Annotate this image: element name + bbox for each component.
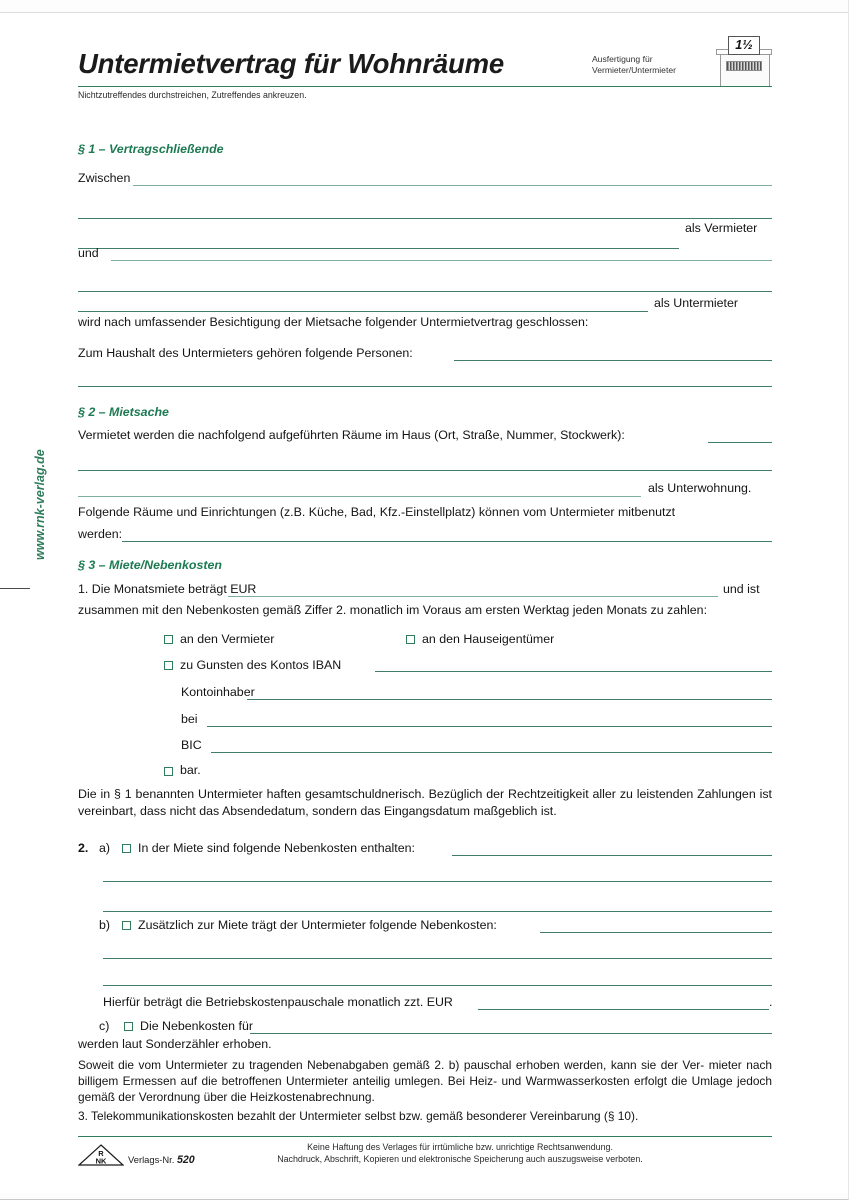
copy-recipient-label	[592, 54, 676, 76]
fold-mark	[0, 588, 30, 589]
label-bar: bar.	[180, 763, 201, 777]
werden-input-line[interactable]	[122, 541, 772, 542]
title-divider	[78, 86, 772, 87]
als-unterwohnung-label: als Unterwohnung.	[648, 481, 752, 495]
werden-label: werden:	[78, 527, 123, 541]
zwischen-input-line-2[interactable]	[78, 218, 772, 219]
zwischen-input-line-1[interactable]	[133, 185, 772, 186]
untermieter-input-line[interactable]	[78, 311, 648, 312]
zahlungsweise-text: zusammen mit den Nebenkosten gemäß Ziffer 2. monatlich im Voraus am ersten Werktag jeden Monats zu zahlen:	[78, 603, 708, 617]
label-zu-gunsten-des-kontos: zu Gunsten des Kontos IBAN	[180, 658, 342, 672]
sonderzaehler-text: werden laut Sonderzähler erhoben.	[78, 1037, 272, 1051]
publisher-website: www.rnk-verlag.de	[33, 449, 47, 560]
section-3-heading: § 3 – Miete/Nebenkosten	[78, 558, 222, 572]
checkbox-zu-gunsten-des-kontos[interactable]	[164, 661, 173, 670]
rnk-logo	[78, 1144, 124, 1166]
label-nebenkosten-fuer: Die Nebenkosten für	[140, 1019, 253, 1033]
umlage-text: Soweit die vom Untermieter zu tragenden Nebenabgaben gemäß 2. b) pauschal erhoben werden, kann sie der Ver- mieter nach billigem Ermessen auf die betroffenen Untermieter anteilig umlegen. Bei Heiz- und Warmwasserkosten erfolgt die Umlage jedoch gemäß der Verordnung über die Heizkostenabrechnung.	[78, 1058, 772, 1104]
svg-text:R: R	[98, 1149, 104, 1158]
vermieter-input-line[interactable]	[78, 248, 679, 249]
checkbox-miete-enthaltene-nebenkosten[interactable]	[122, 844, 131, 853]
item-3-text: 3. Telekommunikationskosten bezahlt der Untermieter selbst bzw. gemäß besonderer Vereinbarung (§ 10).	[78, 1109, 639, 1123]
item-2c-input-line[interactable]	[250, 1033, 772, 1034]
checkbox-nebenkosten-sonderzaehler[interactable]	[124, 1022, 133, 1031]
disclaimer-line-2: Nachdruck, Abschrift, Kopieren und elektronische Speicherung auch auszugsweise verboten.	[277, 1154, 643, 1164]
item-2-number: 2.	[78, 841, 89, 855]
item-2b-input-line-2[interactable]	[103, 958, 772, 959]
footer-disclaimer	[200, 1141, 720, 1165]
monatsmiete-suffix: und ist	[723, 582, 760, 596]
verlags-nummer-label: Verlags-Nr.	[128, 1154, 175, 1165]
label-miete-enthaltene-nebenkosten: In der Miete sind folgende Nebenkosten enthalten:	[138, 841, 415, 855]
betriebskostenpauschale-input-line[interactable]	[478, 1009, 769, 1010]
disclaimer-line-1: Keine Haftung des Verlages für irrtümliche bzw. unrichtige Rechtsanwendung.	[307, 1142, 613, 1152]
typewriter-keys-icon	[726, 61, 762, 71]
verlags-nummer	[128, 1154, 195, 1166]
checkbox-zusaetzlich-nebenkosten[interactable]	[122, 921, 131, 930]
vermietet-input-line-1[interactable]	[708, 442, 772, 443]
copy-recipient-line2: Vermieter/Untermieter	[591, 65, 676, 75]
item-2a-letter: a)	[99, 841, 111, 855]
iban-input-line[interactable]	[375, 671, 772, 672]
copy-recipient-line1: Ausfertigung für	[591, 54, 653, 64]
item-2a-input-line-3[interactable]	[103, 911, 772, 912]
item-2b-input-line-3[interactable]	[103, 985, 772, 986]
label-zusaetzlich-nebenkosten: Zusätzlich zur Miete trägt der Untermieter folgende Nebenkosten:	[138, 918, 497, 932]
document-header	[78, 40, 772, 92]
betriebskostenpauschale-suffix: .	[769, 995, 773, 1009]
item-2b-input-line-1[interactable]	[540, 932, 772, 933]
checkbox-bar[interactable]	[164, 767, 173, 776]
als-vermieter-label: als Vermieter	[685, 221, 758, 235]
vermietet-label: Vermietet werden die nachfolgend aufgeführten Räume im Haus (Ort, Straße, Nummer, Stockwerk):	[78, 428, 625, 442]
section-2-heading: § 2 – Mietsache	[78, 405, 169, 419]
page-title: Untermietvertrag für Wohnräume	[78, 48, 504, 79]
item-2a-input-line-2[interactable]	[103, 881, 772, 882]
haushalt-input-line-2[interactable]	[78, 386, 772, 387]
copy-count-badge: 1½	[728, 36, 760, 55]
haushalt-input-line-1[interactable]	[454, 360, 772, 361]
und-label: und	[78, 246, 99, 260]
betriebskostenpauschale-label: Hierfür beträgt die Betriebskostenpauschale monatlich zzt. EUR	[103, 995, 453, 1009]
checkbox-an-den-hauseigentuemer[interactable]	[406, 635, 415, 644]
besichtigung-text: wird nach umfassender Besichtigung der Mietsache folgender Untermietvertrag geschlossen:	[78, 315, 589, 329]
bei-label: bei	[181, 712, 198, 726]
form-instructions: Nichtzutreffendes durchstreichen, Zutreffendes ankreuzen.	[78, 90, 307, 100]
zwischen-label: Zwischen	[78, 171, 131, 185]
svg-text:NK: NK	[95, 1156, 107, 1166]
haftung-text: Die in § 1 benannten Untermieter haften gesamtschuldnerisch. Bezüglich der Rechtzeitigkeit aller zu leistenden Zahlungen ist vereinbart, dass nicht das Absendedatum, sondern das Eingangsdatum maßgeblich ist.	[78, 787, 772, 818]
kontoinhaber-input-line[interactable]	[247, 699, 772, 700]
item-2c-letter: c)	[99, 1019, 110, 1033]
footer-divider	[78, 1136, 772, 1137]
kontoinhaber-label: Kontoinhaber	[181, 685, 255, 699]
bic-label: BIC	[181, 738, 202, 752]
vermietet-input-line-2[interactable]	[78, 470, 772, 471]
monatsmiete-label: 1. Die Monatsmiete beträgt EUR	[78, 582, 257, 596]
label-an-den-vermieter: an den Vermieter	[180, 632, 275, 646]
typewriter-icon	[716, 37, 772, 87]
mitbenutzt-text: Folgende Räume und Einrichtungen (z.B. Küche, Bad, Kfz.-Einstellplatz) können vom Untermieter mitbenutzt	[78, 505, 676, 519]
haushalt-label: Zum Haushalt des Untermieters gehören folgende Personen:	[78, 346, 413, 360]
section-1-heading: § 1 – Vertragschließende	[78, 142, 224, 156]
als-untermieter-label: als Untermieter	[654, 296, 739, 310]
und-input-line-1[interactable]	[111, 260, 772, 261]
bei-input-line[interactable]	[207, 726, 772, 727]
checkbox-an-den-vermieter[interactable]	[164, 635, 173, 644]
verlags-nummer-value: 520	[176, 1154, 195, 1166]
label-an-den-hauseigentuemer: an den Hauseigentümer	[422, 632, 555, 646]
item-2a-input-line-1[interactable]	[452, 855, 772, 856]
item-2b-letter: b)	[99, 918, 111, 932]
monatsmiete-input-line[interactable]	[228, 596, 718, 597]
bic-input-line[interactable]	[211, 752, 772, 753]
unterwohnung-input-line[interactable]	[78, 496, 641, 497]
und-input-line-2[interactable]	[78, 291, 772, 292]
